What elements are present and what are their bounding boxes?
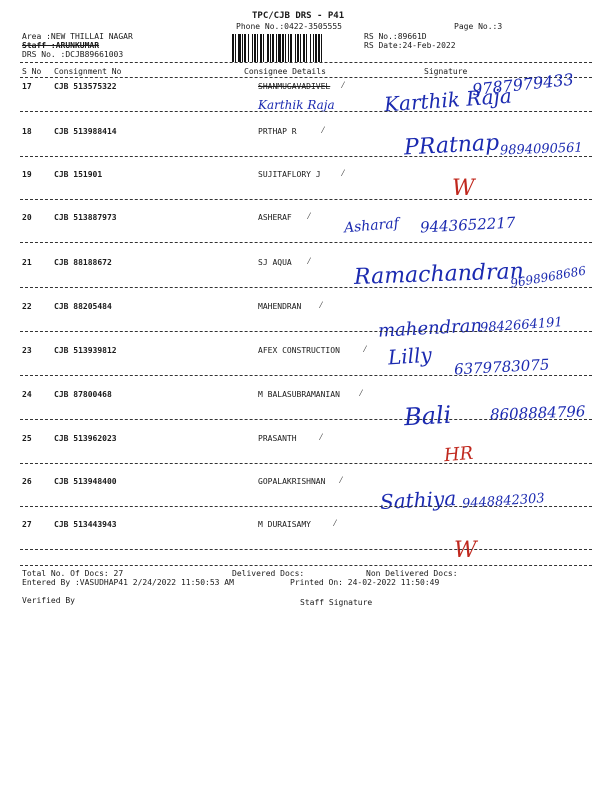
- row-separator: [20, 463, 592, 464]
- barcode-bar: [272, 34, 274, 62]
- handwritten-signature: Asharaf: [343, 215, 400, 237]
- handwritten-phone: 9448842303: [461, 491, 546, 512]
- page-number: Page No.:3: [454, 22, 503, 31]
- row-consignee: M BALASUBRAMANIAN: [258, 390, 340, 399]
- barcode-bar: [276, 34, 277, 62]
- barcode-bar: [254, 34, 256, 62]
- row-consignment-no: CJB 513939812: [54, 346, 117, 355]
- handwritten-name: Karthik Raja: [258, 98, 335, 112]
- row-consignment-no: CJB 513887973: [54, 213, 117, 222]
- row-consignee: AFEX CONSTRUCTION: [258, 346, 340, 355]
- header-top-rule: [20, 62, 592, 63]
- non-delivered-docs: Non Delivered Docs:: [366, 569, 458, 578]
- check-mark-icon: ⁄: [320, 125, 327, 136]
- row-consignment-no: CJB 513948400: [54, 477, 117, 486]
- barcode-bar: [248, 34, 249, 62]
- row-separator: [20, 242, 592, 243]
- row-consignee: PRASANTH: [258, 434, 297, 443]
- barcode-bar: [270, 34, 271, 62]
- barcode-bar: [257, 34, 258, 62]
- barcode-bar: [315, 34, 317, 62]
- row-separator: [20, 419, 592, 420]
- barcode-bar: [235, 34, 236, 62]
- barcode-bar: [232, 34, 234, 62]
- barcode-bar: [260, 34, 262, 62]
- verified-by: Verified By: [22, 596, 75, 605]
- row-separator: [20, 375, 592, 376]
- row-consignee: GOPALAKRISHNAN: [258, 477, 326, 486]
- column-consignee: Consignee Details: [244, 67, 326, 76]
- row-sno: 27: [22, 520, 32, 529]
- handwritten-signature: Lilly: [387, 342, 433, 370]
- check-mark-icon: ⁄: [318, 432, 325, 443]
- row-sno: 23: [22, 346, 32, 355]
- barcode-bar: [295, 34, 296, 62]
- handwritten-phone: 9842664191: [479, 315, 564, 336]
- handwritten-signature: Bali: [403, 400, 452, 432]
- check-mark-icon: ⁄: [340, 80, 347, 91]
- handwritten-signature: Sathiya: [379, 486, 457, 514]
- row-consignee: SJ AQUA: [258, 258, 292, 267]
- handwritten-phone: 6379783075: [453, 355, 550, 379]
- document-title: TPC/CJB DRS - P41: [252, 11, 345, 21]
- row-sno: 20: [22, 213, 32, 222]
- drs-number: DRS No. :DCJB89661003: [22, 50, 124, 59]
- row-consignment-no: CJB 513988414: [54, 127, 117, 136]
- handwritten-mark: HR: [443, 442, 475, 467]
- row-consignment-no: CJB 151901: [54, 170, 103, 179]
- handwritten-phone: 9698968686: [509, 263, 587, 291]
- row-separator: [20, 287, 592, 288]
- barcode-bar: [303, 34, 305, 62]
- check-mark-icon: ⁄: [358, 388, 365, 399]
- handwritten-mark: W: [454, 538, 477, 563]
- handwritten-signature: mahendran: [377, 315, 483, 342]
- barcode-bar: [238, 34, 241, 62]
- area-label: Area :NEW THILLAI NAGAR: [22, 32, 133, 41]
- row-consignee: M DURAISAMY: [258, 520, 311, 529]
- handwritten-signature: Ramachandran: [353, 259, 525, 290]
- check-mark-icon: ⁄: [306, 256, 313, 267]
- barcode-bar: [310, 34, 311, 62]
- barcode-bar: [306, 34, 307, 62]
- check-mark-icon: ⁄: [362, 344, 369, 355]
- barcode-bar: [321, 34, 322, 62]
- check-mark-icon: ⁄: [306, 211, 313, 222]
- row-consignee: PRTHAP R: [258, 127, 297, 136]
- barcode-bar: [263, 34, 264, 62]
- barcode-bar: [290, 34, 292, 62]
- footer-rule: [20, 565, 592, 566]
- row-consignment-no: CJB 513962023: [54, 434, 117, 443]
- row-separator: [20, 549, 592, 550]
- row-sno: 22: [22, 302, 32, 311]
- barcode-bar: [300, 34, 301, 62]
- row-consignment-no: CJB 88188672: [54, 258, 112, 267]
- barcode-bar: [252, 34, 253, 62]
- row-consignee: SHANMUGAVADIVEL: [258, 82, 331, 91]
- barcode-image: [232, 34, 360, 62]
- barcode-bar: [313, 34, 314, 62]
- printed-on: Printed On: 24-02-2022 11:50:49: [290, 578, 440, 587]
- staff-signature: Staff Signature: [300, 598, 373, 607]
- row-sno: 21: [22, 258, 32, 267]
- row-sno: 18: [22, 127, 32, 136]
- rs-date: RS Date:24-Feb-2022: [364, 41, 456, 50]
- handwritten-signature: PRatnap: [403, 130, 500, 161]
- row-separator: [20, 156, 592, 157]
- rs-number: RS No.:89661D: [364, 32, 427, 41]
- handwritten-mark: W: [452, 176, 475, 201]
- row-sno: 19: [22, 170, 32, 179]
- staff-label: Staff :ARUNKUMAR: [22, 41, 100, 50]
- phone-number: Phone No.:0422-3505555: [236, 22, 342, 31]
- column-sno: S No: [22, 67, 42, 76]
- barcode-bar: [244, 34, 246, 62]
- row-consignment-no: CJB 513575322: [54, 82, 117, 91]
- row-separator: [20, 199, 592, 200]
- row-consignee: ASHERAF: [258, 213, 292, 222]
- delivered-docs: Delivered Docs:: [232, 569, 305, 578]
- barcode-bar: [318, 34, 320, 62]
- row-consignee: MAHENDRAN: [258, 302, 302, 311]
- barcode-bar: [297, 34, 299, 62]
- check-mark-icon: ⁄: [332, 518, 339, 529]
- barcode-bar: [242, 34, 243, 62]
- row-separator: [20, 111, 592, 112]
- entered-by: Entered By :VASUDHAP41 2/24/2022 11:50:53 AM: [22, 578, 234, 587]
- row-consignee: SUJITAFLORY J: [258, 170, 321, 179]
- column-consignment: Consignment No: [54, 67, 122, 76]
- barcode-bar: [285, 34, 286, 62]
- handwritten-phone: 9443652217: [419, 213, 516, 237]
- check-mark-icon: ⁄: [338, 475, 345, 486]
- barcode-bar: [278, 34, 281, 62]
- row-consignment-no: CJB 513443943: [54, 520, 117, 529]
- row-consignment-no: CJB 88205484: [54, 302, 112, 311]
- handwritten-signature: Karthik Raja: [383, 83, 513, 117]
- row-sno: 26: [22, 477, 32, 486]
- barcode-bar: [288, 34, 289, 62]
- check-mark-icon: ⁄: [318, 300, 325, 311]
- row-separator: [20, 331, 592, 332]
- handwritten-phone: 9787979433: [471, 69, 575, 100]
- row-consignment-no: CJB 87800468: [54, 390, 112, 399]
- handwritten-phone: 8608884796: [489, 402, 586, 424]
- row-sno: 17: [22, 82, 32, 91]
- barcode-bar: [267, 34, 269, 62]
- row-separator: [20, 506, 592, 507]
- column-signature: Signature: [424, 67, 468, 76]
- check-mark-icon: ⁄: [340, 168, 347, 179]
- total-docs: Total No. Of Docs: 27: [22, 569, 124, 578]
- barcode-bar: [282, 34, 284, 62]
- row-sno: 25: [22, 434, 32, 443]
- row-sno: 24: [22, 390, 32, 399]
- handwritten-phone: 9894090561: [499, 140, 583, 159]
